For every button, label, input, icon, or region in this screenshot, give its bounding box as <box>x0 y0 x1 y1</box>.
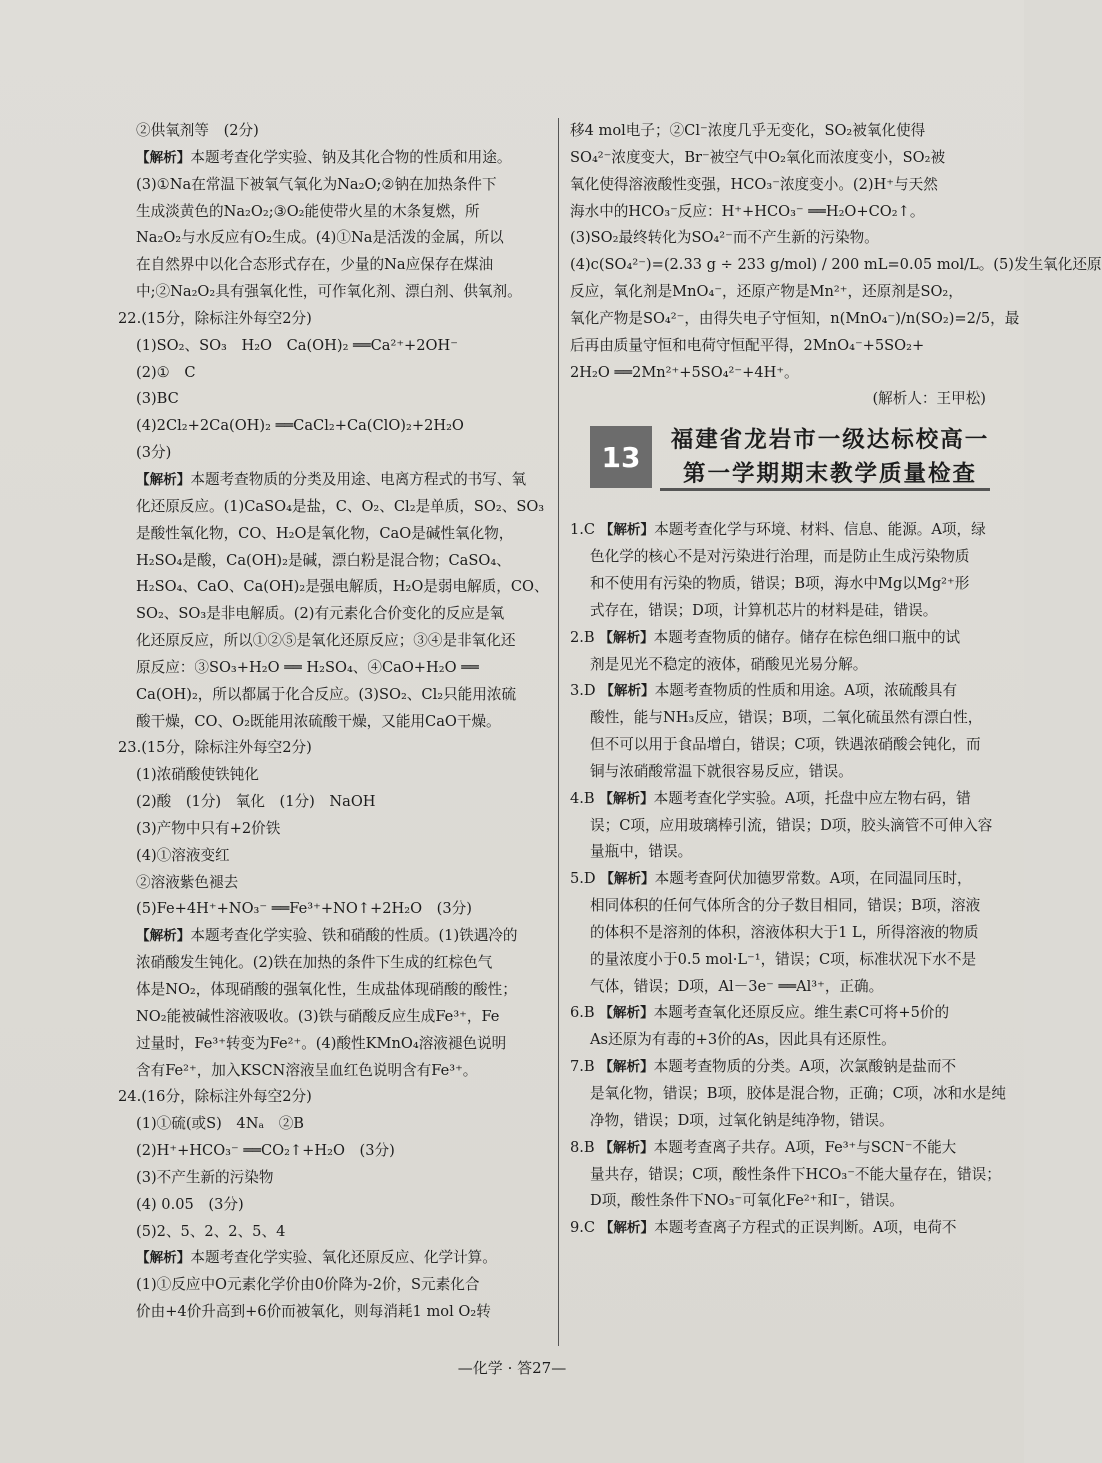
text-line: (5)2、5、2、2、5、4 <box>136 1222 286 1240</box>
analysis-marker: 【解析】 <box>599 1059 654 1076</box>
text-line: 浓硝酸发生钝化。(2)铁在加热的条件下生成的红棕色气 <box>136 954 493 972</box>
text-line: (3)①Na在常温下被氧气氧化为Na₂O;②钠在加热条件下 <box>136 175 497 193</box>
text-line: NO₂能被碱性溶液吸收。(3)铁与硝酸反应生成Fe³⁺，Fe <box>136 1007 500 1025</box>
text-line: 化还原反应，所以①②⑤是氧化还原反应；③④是非氧化还 <box>136 632 516 650</box>
text-line: (1)①反应中O元素化学价由0价降为-2价，S元素化合 <box>136 1276 480 1294</box>
signature: (解析人：王甲松) <box>872 390 986 408</box>
text-line: 色化学的核心不是对污染进行治理，而是防止生成污染物质 <box>590 548 970 566</box>
text-line: 在自然界中以化合态形式存在，少量的Na应保存在煤油 <box>136 256 494 274</box>
text-line: 误；C项，应用玻璃棒引流，错误；D项，胶头滴管不可伸入容 <box>590 816 993 834</box>
text-line: 式存在，错误；D项，计算机芯片的材料是硅，错误。 <box>590 601 938 619</box>
text-line: (4)c(SO₄²⁻)=(2.33 g ÷ 233 g/mol) / 200 mL=0.05 mol/L。(5)发生氧化还原 <box>570 256 1102 274</box>
text-line: 1.C 【解析】本题考查化学与环境、材料、信息、能源。A项，绿 <box>570 521 986 539</box>
analysis-marker: 【解析】 <box>599 522 655 539</box>
text-line: 氧化使得溶液酸性变强，HCO₃⁻浓度变小。(2)H⁺与天然 <box>570 175 938 193</box>
text-line: (3)BC <box>136 390 179 408</box>
text-line: (3)不产生新的污染物 <box>136 1168 274 1186</box>
text-line: (1)SO₂、SO₃ H₂O Ca(OH)₂ ══Ca²⁺+2OH⁻ <box>136 336 458 354</box>
section-title <box>660 423 1000 491</box>
analysis-marker: 【解析】 <box>599 1220 655 1237</box>
text-line: 酸性，能与NH₃反应，错误；B项，二氧化硫虽然有漂白性， <box>590 709 983 727</box>
text-line: (4) 0.05 (3分) <box>136 1195 244 1213</box>
right-column <box>570 118 1102 1242</box>
text-line: (1)浓硝酸使铁钝化 <box>136 766 259 784</box>
text-line: 2H₂O ══2Mn²⁺+5SO₄²⁻+4H⁺。 <box>570 363 799 381</box>
text-line: 24.(16分，除标注外每空2分) <box>118 1088 312 1106</box>
right-column-answers <box>570 517 1006 1242</box>
text-line: (2)① C <box>136 363 196 381</box>
text-line: 氧化产物是SO₄²⁻，由得失电子守恒知，n(MnO₄⁻)/n(SO₂)=2/5，最 <box>570 309 1020 327</box>
section-title-line2: 第一学期期末教学质量检查 <box>682 461 977 488</box>
analysis-marker: 【解析】 <box>599 790 654 807</box>
text-line: 量瓶中，错误。 <box>590 843 693 861</box>
right-column-top <box>570 118 1102 386</box>
text-line: 含有Fe²⁺，加入KSCN溶液呈血红色说明含有Fe³⁺。 <box>136 1061 478 1079</box>
text-line: H₂SO₄是酸，Ca(OH)₂是碱，漂白粉是混合物；CaSO₄、 <box>136 551 511 569</box>
text-line: 6.B 【解析】本题考查氧化还原反应。维生素C可将+5价的 <box>570 1004 950 1022</box>
text-line: 的体积不是溶剂的体积，溶液体积大于1 L，所得溶液的物质 <box>590 923 979 941</box>
text-line: (3分) <box>136 444 172 462</box>
text-line: 和不使用有污染的物质，错误；B项，海水中Mg以Mg²⁺形 <box>590 574 970 592</box>
text-line: (1)①硫(或S) 4Nₐ ②B <box>136 1115 305 1133</box>
text-line: 8.B 【解析】本题考查离子共存。A项，Fe³⁺与SCN⁻不能大 <box>570 1138 957 1156</box>
text-line: 移4 mol电子；②Cl⁻浓度几乎无变化，SO₂被氧化使得 <box>570 122 926 139</box>
text-line: Ca(OH)₂，所以都属于化合反应。(3)SO₂、Cl₂只能用浓硫 <box>136 685 517 703</box>
text-line: As还原为有毒的+3价的As，因此具有还原性。 <box>590 1031 896 1049</box>
text-line: 体是NO₂，体现硝酸的强氧化性，生成盐体现硝酸的酸性； <box>136 981 517 998</box>
analysis-marker: 【解析】 <box>136 928 191 945</box>
analysis-marker: 【解析】 <box>600 871 655 888</box>
text-line: 气体，错误；D项，Al－3e⁻ ══Al³⁺，正确。 <box>590 977 884 995</box>
section-title-line1: 福建省龙岩市一级达标校高一 <box>670 427 990 454</box>
text-line: SO₄²⁻浓度变大，Br⁻被空气中O₂氧化而浓度变小，SO₂被 <box>570 148 946 166</box>
text-line: 原反应：③SO₃+H₂O ══ H₂SO₄、④CaO+H₂O ══ <box>136 658 479 676</box>
text-line: 22.(15分，除标注外每空2分) <box>118 309 312 327</box>
analysis-marker: 【解析】 <box>136 149 191 166</box>
text-line: 过量时，Fe³⁺转变为Fe²⁺。(4)酸性KMnO₄溶液褪色说明 <box>136 1034 507 1052</box>
text-line: 酸干燥，CO、O₂既能用浓硫酸干燥，又能用CaO干燥。 <box>136 712 501 730</box>
text-line: 【解析】本题考查化学实验、钠及其化合物的性质和用途。 <box>136 148 512 166</box>
analysis-marker: 【解析】 <box>600 683 655 700</box>
title-underline <box>660 488 990 491</box>
text-line: 【解析】本题考查化学实验、氧化还原反应、化学计算。 <box>136 1249 497 1267</box>
column-divider <box>558 118 559 1346</box>
analysis-marker: 【解析】 <box>599 1139 654 1156</box>
text-line: ②溶液紫色褪去 <box>136 873 239 891</box>
text-line: Na₂O₂与水反应有O₂生成。(4)①Na是活泼的金属，所以 <box>136 229 504 247</box>
text-line: 的量浓度小于0.5 mol·L⁻¹，错误；C项，标准状况下水不是 <box>590 950 977 968</box>
text-line: 9.C 【解析】本题考查离子方程式的正误判断。A项，电荷不 <box>570 1219 957 1237</box>
text-line: 海水中的HCO₃⁻反应：H⁺+HCO₃⁻ ══H₂O+CO₂↑。 <box>570 202 925 220</box>
text-line: 价由+4价升高到+6价而被氧化，则每消耗1 mol O₂转 <box>136 1303 491 1321</box>
text-line: 量共存，错误；C项，酸性条件下HCO₃⁻不能大量存在，错误； <box>590 1165 1001 1183</box>
text-line: 是酸性氧化物，CO、H₂O是氧化物，CaO是碱性氧化物， <box>136 524 514 542</box>
text-line: (4)①溶液变红 <box>136 846 230 864</box>
text-line: D项，酸性条件下NO₃⁻可氧化Fe²⁺和I⁻，错误。 <box>590 1192 904 1210</box>
text-line: (2)H⁺+HCO₃⁻ ══CO₂↑+H₂O (3分) <box>136 1142 395 1160</box>
text-line: 但不可以用于食品增白，错误；C项，铁遇浓硝酸会钝化，而 <box>590 736 981 754</box>
text-line: 是氧化物，错误；B项，胶体是混合物，正确；C项，冰和水是纯 <box>590 1085 1006 1102</box>
text-line: (5)Fe+4H⁺+NO₃⁻ ══Fe³⁺+NO↑+2H₂O (3分) <box>136 900 472 918</box>
text-line: 23.(15分，除标注外每空2分) <box>118 739 312 757</box>
page-footer: —化学 · 答27— <box>457 1359 567 1377</box>
section-number-badge: 13 <box>590 426 652 488</box>
text-line: 净物，错误；D项，过氧化钠是纯净物，错误。 <box>590 1111 894 1129</box>
text-line: 化还原反应。(1)CaSO₄是盐，C、O₂、Cl₂是单质，SO₂、SO₃ <box>136 497 545 515</box>
text-line: 2.B 【解析】本题考查物质的储存。储存在棕色细口瓶中的试 <box>570 628 961 646</box>
text-line: (3)产物中只有+2价铁 <box>136 819 281 837</box>
text-line: 中;②Na₂O₂具有强氧化性，可作氧化剂、漂白剂、供氧剂。 <box>136 283 522 301</box>
text-line: 【解析】本题考查物质的分类及用途、电离方程式的书写、氧 <box>136 470 527 488</box>
text-line: 相同体积的任何气体所含的分子数目相同，错误；B项，溶液 <box>590 897 981 915</box>
text-line: 7.B 【解析】本题考查物质的分类。A项，次氯酸钠是盐而不 <box>570 1058 957 1076</box>
analysis-marker: 【解析】 <box>136 1250 191 1267</box>
text-line: H₂SO₄、CaO、Ca(OH)₂是强电解质，H₂O是弱电解质，CO、 <box>136 578 549 596</box>
text-line: 后再由质量守恒和电荷守恒配平得，2MnO₄⁻+5SO₂+ <box>570 336 925 354</box>
text-line: 铜与浓硝酸常温下就很容易反应，错误。 <box>590 762 853 780</box>
text-line: (3)SO₂最终转化为SO₄²⁻而不产生新的污染物。 <box>570 229 879 247</box>
text-line: 5.D 【解析】本题考查阿伏加德罗常数。A项，在同温同压时， <box>570 870 972 888</box>
analysis-marker: 【解析】 <box>599 1005 654 1022</box>
text-line: 反应，氧化剂是MnO₄⁻，还原产物是Mn²⁺，还原剂是SO₂， <box>570 283 963 301</box>
text-line: (4)2Cl₂+2Ca(OH)₂ ══CaCl₂+Ca(ClO)₂+2H₂O <box>136 417 464 435</box>
analysis-marker: 【解析】 <box>599 629 654 646</box>
text-line: 3.D 【解析】本题考查物质的性质和用途。A项，浓硫酸具有 <box>570 682 958 700</box>
text-line: 生成淡黄色的Na₂O₂;③O₂能使带火星的木条复燃，所 <box>136 202 480 220</box>
text-line: 4.B 【解析】本题考查化学实验。A项，托盘中应左物右码，错 <box>570 789 971 807</box>
section-heading <box>590 423 996 495</box>
text-line: 【解析】本题考查化学实验、铁和硝酸的性质。(1)铁遇冷的 <box>136 927 518 945</box>
text-line: SO₂、SO₃是非电解质。(2)有元素化合价变化的反应是氧 <box>136 605 505 623</box>
left-column <box>118 118 550 1326</box>
text-line: 剂是见光不稳定的液体，硝酸见光易分解。 <box>590 655 868 673</box>
analysis-marker: 【解析】 <box>136 471 191 488</box>
text-line: ②供氧剂等 (2分) <box>136 122 259 139</box>
text-line: (2)酸 (1分) 氧化 (1分) NaOH <box>136 793 376 811</box>
